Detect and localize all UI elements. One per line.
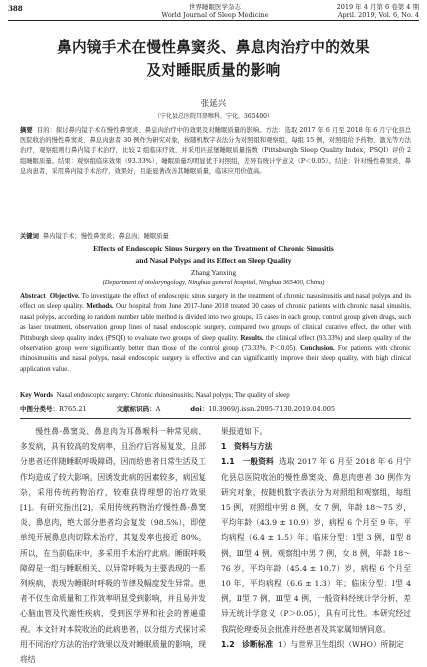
keywords-cn-text: 鼻内镜手术；慢性鼻窦炎；鼻息肉；睡眠质量 bbox=[42, 233, 169, 240]
intro-paragraph: 慢性鼻-鼻窦炎、鼻息肉为耳鼻喉科一种常见病、多发病，具有较高的发病率，且治疗后容易复发，且部分患者还伴随睡眠呼吸障碍，因而给患者日常生活及工作均造成了较大影响。因诱发此病的因素较多，病因复杂，采用传统药物治疗，较难获得理想的治疗效果[1]。有研究指出[2]，采用传统药物治疗慢性鼻-鼻窦炎、鼻息肉，绝大部分患者均会复发（98.5%），即使单纯开展鼻息肉切除术治疗，其复发率也接近 80%。所以，在当前临床中，多采用手术治疗此病。睡眠呼吸障碍是一组与睡眠相关、以异常呼吸为主要表现的一系列疾病，表现为睡眠时呼吸的节律及幅度发生异常。患者不仅生命质量和工作效率明显受到影响，并且易并发心脑血管及代谢性疾病，受到医学界和社会的普遍重视。本文针对本院收治的此病患者，以分组方式探讨采用不同治疗方法的治疗效果以及对睡眠质量的影响，现将结 bbox=[20, 427, 206, 665]
conclusion-label: Conclusion. bbox=[300, 345, 335, 353]
section-1-2 bbox=[221, 637, 411, 652]
results-text: the clinical effect (93.33%) and sleep quality of the observation group were significantly better than those of the control group (73.33%, P＜0.05). bbox=[20, 334, 411, 353]
classification-line bbox=[20, 404, 411, 414]
author-en: Zhang Yanxing bbox=[190, 268, 237, 277]
section-1-2-text: 1）与世界卫生组织（WHO）所制定 bbox=[277, 639, 404, 649]
author: 张延兴 bbox=[200, 99, 227, 109]
abstract-en-label: Abstract bbox=[20, 293, 46, 300]
title-en-line-1: Effects of Endoscopic Sinus Surgery on the Treatment of Chronic Sinusitis bbox=[93, 244, 334, 253]
keywords-cn bbox=[20, 232, 411, 242]
abstract-cn-text: 目的：探讨鼻内镜手术在慢性鼻窦炎、鼻息肉治疗中的效果及对睡眠质量的影响。方法：选取 2017 年 6 月至 2018 年 6 月宁化县总医院收治的慢性鼻窦炎、鼻息肉患者 30 例作为研究对象，按随机数字表法分为对照组和观察组，每组 15 例，对照组给予药物、激光等方法治疗，观察组则行鼻内镜手术治疗，比较 2 组临床疗效，并采用匹兹堡睡眠质量指数（Pittsburgh Sleep Quality Index，PSQI）评价 2 组睡眠质量。结果：观察组临床效果（93.33%）、睡眠质量均明显优于对照组，差异有统计学意义（P＜0.05）。结论：针对慢性鼻窦炎、鼻息肉患者，采用鼻内镜手术治疗，效果好，且能显著改善其睡眠质量，临床应用价值高。 bbox=[20, 127, 412, 175]
header-rule bbox=[8, 20, 419, 21]
issue-cn: 2019 年 4 月第 6 卷第 4 期 bbox=[336, 3, 419, 11]
section-1-2-heading: 1.2 诊断标准 bbox=[221, 639, 274, 649]
issue-en: April. 2019, Vol. 6, No. 4 bbox=[337, 11, 419, 19]
article-title bbox=[20, 36, 407, 82]
methods-text: Our hospital from June 2017-June 2018 treated 30 cases of chronic patients with chronic nasal sinusitis, nasal polyps, according to random number table method is divided into two groups, 15 cases in each group, control group given drugs, such as laser treatment, observation group lines of nasal endoscopic surgery, compared two groups of clinical curative effect, the other with Pittsburgh sleep quality index (PSQI) to evaluate two groups of sleep quality. bbox=[20, 303, 411, 342]
clc-value: R765.21 bbox=[59, 405, 87, 413]
abstract-cn bbox=[20, 126, 411, 177]
doc-code-value: A bbox=[155, 405, 161, 413]
running-header-issue bbox=[309, 3, 419, 19]
keywords-en bbox=[20, 391, 411, 401]
title-line-1: 鼻内镜手术在慢性鼻窦炎、鼻息肉治疗中的效果 bbox=[57, 39, 370, 56]
keywords-cn-label: 关键词 bbox=[20, 233, 39, 240]
journal-name-en: World Journal of Sleep Medicine bbox=[161, 11, 269, 19]
keywords-en-text: Nasal endoscopic surgery; Chronic rhinosinusitis; Nasal polyps; The quality of sleep bbox=[56, 392, 290, 399]
doc-code-label: 文献标识码： bbox=[116, 405, 156, 413]
body-column-right bbox=[221, 424, 411, 652]
section-1-1 bbox=[221, 454, 411, 636]
title-line-2: 及对睡眠质量的影响 bbox=[146, 62, 281, 79]
article-title-en bbox=[20, 243, 407, 266]
intro-continuation: 果报道如下。 bbox=[221, 427, 268, 436]
clc-label: 中图分类号： bbox=[20, 405, 59, 413]
journal-name-cn: 世界睡眠医学杂志 bbox=[189, 3, 241, 11]
doi-value: 10.3969/j.issn.2095-7130.2019.04.005 bbox=[208, 405, 336, 413]
title-en-line-2: and Nasal Polyps and its Effect on Sleep Quality bbox=[135, 255, 292, 265]
affiliation: （宁化县总医院耳鼻喉科，宁化，365400） bbox=[154, 113, 273, 120]
methods-label: Methods. bbox=[86, 303, 114, 311]
section-heading-1: 1 资料与方法 bbox=[221, 442, 273, 452]
section-1-1-heading: 1.1 一般资料 bbox=[221, 457, 274, 467]
objective-label: Objective. bbox=[49, 293, 80, 300]
doi-label: doi： bbox=[190, 405, 209, 413]
objective-text: To investigate the effect of endoscopic sinus surgery in the treatment of chronic nasosinusitis and nasal polyps and its effect on sleep quality. bbox=[20, 293, 411, 311]
results-label: Results. bbox=[240, 334, 264, 342]
keywords-en-label: Key Words bbox=[20, 392, 53, 399]
abstract-cn-label: 摘要 bbox=[20, 127, 33, 134]
running-header-journal bbox=[150, 3, 280, 19]
abstract-en bbox=[20, 292, 411, 375]
section-1-1-text: 选取 2017 年 6 月至 2018 年 6 月宁化县总医院收治的慢性鼻窦炎、鼻息肉患者 30 例作为研究对象，按随机数字表法分为对照组和观察组，每组 15 例，对照组中男 8 例，女 7 例，年龄 18～75 岁，平均年龄（43.9 ± 10.9）岁，病程 6 个月至 9 年，平均病程（6.4 ± 1.5）年；临床分型：Ⅰ型 3 例，Ⅱ型 8 例，Ⅲ型 4 例。观察组中男 7 例，女 8 例，年龄 18～76 岁，平均年龄（45.4 ± 10.7）岁，病程 6 个月至 10 年，平均病程（6.6 ± 1.3）年；临床分型：Ⅰ型 4 例，Ⅱ型 7 例，Ⅲ型 4 例，一般资料经统计学分析，差异无统计学意义（P＞0.05），具有可比性。本研究经过我院伦理委员会批准并经患者及其家属知情同意。 bbox=[221, 457, 411, 634]
conclusion-text: For patients with chronic rhinosinusitis and nasal polyps, nasal endoscopic surgery is effective and can significantly improve their sleep quality, with high clinical application value. bbox=[20, 345, 411, 373]
affiliation-en: (Department of otolaryngology, Ninghua general hospital, Ninghua 365400, China) bbox=[102, 279, 325, 286]
page-number: 388 bbox=[8, 4, 23, 13]
section-rule bbox=[20, 418, 411, 419]
body-column-left bbox=[20, 424, 206, 667]
